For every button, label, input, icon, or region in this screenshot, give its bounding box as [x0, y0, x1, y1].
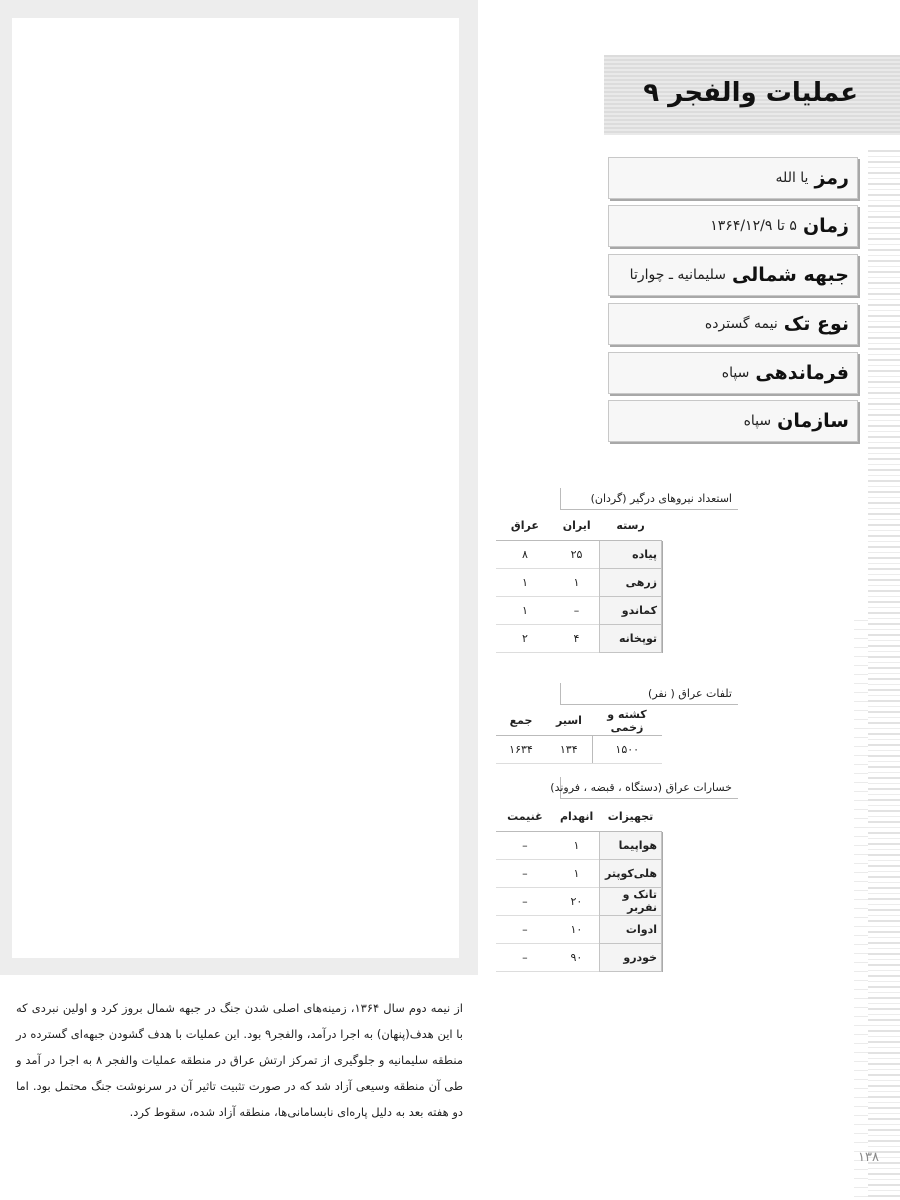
- row-label: کماندو: [600, 596, 662, 624]
- table-cell: –: [496, 887, 554, 915]
- table-cell: ۱: [496, 596, 554, 624]
- table-row: [496, 540, 662, 568]
- table-cell: ۸: [496, 540, 554, 568]
- table-row: [496, 915, 662, 943]
- table-cell: ۱: [554, 568, 600, 596]
- info-label: زمان: [802, 215, 849, 237]
- table-header: انهدام: [554, 803, 600, 831]
- table-header-row: [496, 512, 662, 540]
- table-cell: ۱۵۰۰: [592, 735, 662, 763]
- table-header: ایران: [554, 512, 600, 540]
- row-label: تانک و نفربر: [600, 887, 662, 915]
- table-row: [496, 859, 662, 887]
- info-value: سپاه: [721, 365, 750, 381]
- info-organization: [608, 400, 858, 442]
- table-row: [496, 568, 662, 596]
- table-row: [496, 943, 662, 971]
- forces-table: [496, 512, 662, 653]
- row-label: توپخانه: [600, 624, 662, 652]
- table-header-row: [496, 803, 662, 831]
- table-cell: ۱: [554, 859, 600, 887]
- info-attack-type: [608, 303, 858, 345]
- table-row: [496, 831, 662, 859]
- map-panel: [12, 18, 459, 958]
- table-cell: –: [496, 915, 554, 943]
- page-title: عملیات والفجر ۹: [643, 78, 858, 108]
- table-cell: –: [496, 943, 554, 971]
- table-cell: ۲۰: [554, 887, 600, 915]
- table-header: جمع: [496, 707, 546, 735]
- table-cell: ۹۰: [554, 943, 600, 971]
- decorative-stripes: [868, 150, 900, 1200]
- row-label: ادوات: [600, 915, 662, 943]
- row-label: پیاده: [600, 540, 662, 568]
- table-header: تجهیزات: [600, 803, 662, 831]
- info-code-name: [608, 157, 858, 199]
- table-header-row: [496, 707, 662, 735]
- info-value: سلیمانیه ـ چوارتا: [629, 267, 726, 283]
- table-row: [496, 887, 662, 915]
- info-label: فرماندهی: [755, 362, 849, 384]
- table-cell: ۱: [496, 568, 554, 596]
- table-cell: ۲: [496, 624, 554, 652]
- info-value: سپاه: [743, 413, 772, 429]
- info-value: یا الله: [775, 170, 809, 186]
- table-cell: –: [496, 859, 554, 887]
- table-header: اسیر: [546, 707, 592, 735]
- row-label: خودرو: [600, 943, 662, 971]
- table-header: کشته و زخمی: [592, 707, 662, 735]
- info-value: نیمه گسترده: [704, 316, 778, 332]
- table-header: غنیمت: [496, 803, 554, 831]
- table-row: [496, 596, 662, 624]
- table-cell: ۲۵: [554, 540, 600, 568]
- table-cell: ۱۳۴: [546, 735, 592, 763]
- decorative-stripes-inner: [854, 620, 868, 1200]
- table-header: عراق: [496, 512, 554, 540]
- losses-table: [496, 707, 662, 764]
- table-cell: ۱۶۳۴: [496, 735, 546, 763]
- info-label: رمز: [814, 167, 849, 189]
- table-cell: –: [496, 831, 554, 859]
- table-cell: ۱۰: [554, 915, 600, 943]
- table-row: [496, 624, 662, 652]
- row-label: هواپیما: [600, 831, 662, 859]
- table-header: رسته: [600, 512, 662, 540]
- info-label: نوع تک: [783, 313, 849, 335]
- table-cell: ۱: [554, 831, 600, 859]
- losses-caption: تلفات عراق ( نفر): [560, 683, 738, 705]
- info-label: سازمان: [777, 410, 849, 432]
- row-label: هلی‌کوپتر: [600, 859, 662, 887]
- forces-caption: استعداد نیروهای درگیر (گردان): [560, 488, 738, 510]
- table-cell: –: [554, 596, 600, 624]
- row-label: زرهی: [600, 568, 662, 596]
- info-date: [608, 205, 858, 247]
- info-front: [608, 254, 858, 296]
- body-paragraph: از نیمه دوم سال ۱۳۶۴، زمینه‌های اصلی شدن جنگ در جبهه شمال بروز کرد و اولین نبردی که با این هدف(پنهان) به اجرا درآمد، والفجر۹ بود. این عملیات با هدف گشودن جبهه‌ای گسترده در منطقه سلیمانیه و جلوگیری از تمرکز ارتش عراق در منطقه عملیات والفجر ۸ به اجرا در آمد و طی آن منطقه وسیعی آزاد شد که در صورت تثبیت تاثیر آن در سرنوشت جنگ محتمل بود. اما دو هفته بعد به دلیل پاره‌ای نابسامانی‌ها، منطقه آزاد شده، سقوط کرد.: [16, 1001, 463, 1119]
- info-label: جبهه شمالی: [731, 264, 849, 286]
- info-value: ۵ تا ۱۳۶۴/۱۲/۹: [710, 218, 797, 234]
- page-number: ۱۳۸: [858, 1150, 879, 1165]
- table-cell: ۴: [554, 624, 600, 652]
- equipment-table: [496, 803, 662, 972]
- equipment-caption: خسارات عراق (دستگاه ، قبضه ، فروند): [560, 777, 738, 799]
- table-row: [496, 735, 662, 763]
- info-command: [608, 352, 858, 394]
